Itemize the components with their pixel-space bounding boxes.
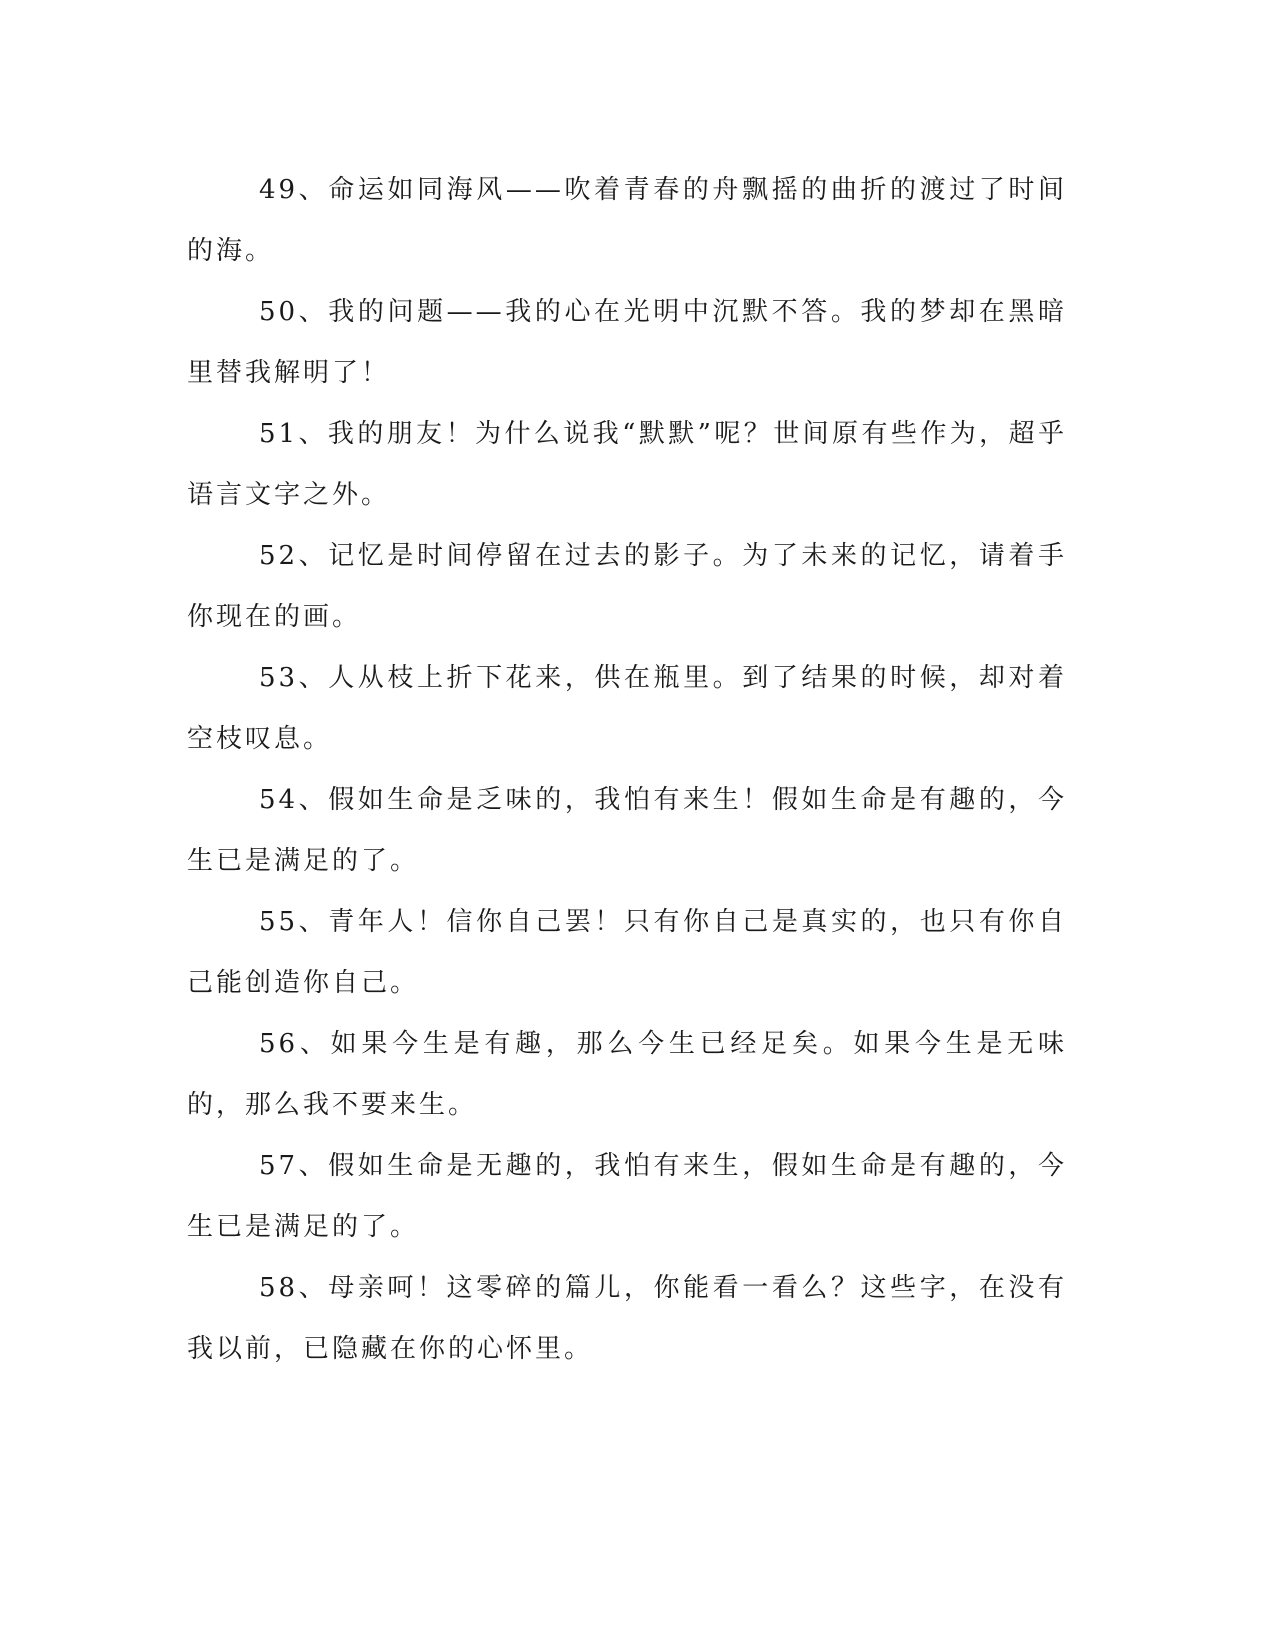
quote-paragraph-50: 50、我的问题——我的心在光明中沉默不答。我的梦却在黑暗里替我解明了！ [187, 297, 1067, 388]
document-body [187, 160, 1067, 1380]
quote-paragraph-52: 52、记忆是时间停留在过去的影子。为了未来的记忆，请着手你现在的画。 [187, 541, 1067, 632]
quote-paragraph-57: 57、假如生命是无趣的，我怕有来生，假如生命是有趣的，今生已是满足的了。 [187, 1151, 1067, 1242]
quote-paragraph-54: 54、假如生命是乏味的，我怕有来生！假如生命是有趣的，今生已是满足的了。 [187, 785, 1067, 876]
quote-paragraph-51: 51、我的朋友！为什么说我“默默”呢？世间原有些作为，超乎语言文字之外。 [187, 419, 1067, 510]
quote-paragraph-56: 56、如果今生是有趣，那么今生已经足矣。如果今生是无味的，那么我不要来生。 [187, 1029, 1067, 1120]
quote-paragraph-53: 53、人从枝上折下花来，供在瓶里。到了结果的时候，却对着空枝叹息。 [187, 663, 1067, 754]
quote-paragraph-58: 58、母亲呵！这零碎的篇儿，你能看一看么？这些字，在没有我以前，已隐藏在你的心怀里。 [187, 1273, 1067, 1364]
quote-paragraph-55: 55、青年人！信你自己罢！只有你自己是真实的，也只有你自己能创造你自己。 [187, 907, 1067, 998]
quote-paragraph-49: 49、命运如同海风——吹着青春的舟飘摇的曲折的渡过了时间的海。 [187, 175, 1067, 266]
